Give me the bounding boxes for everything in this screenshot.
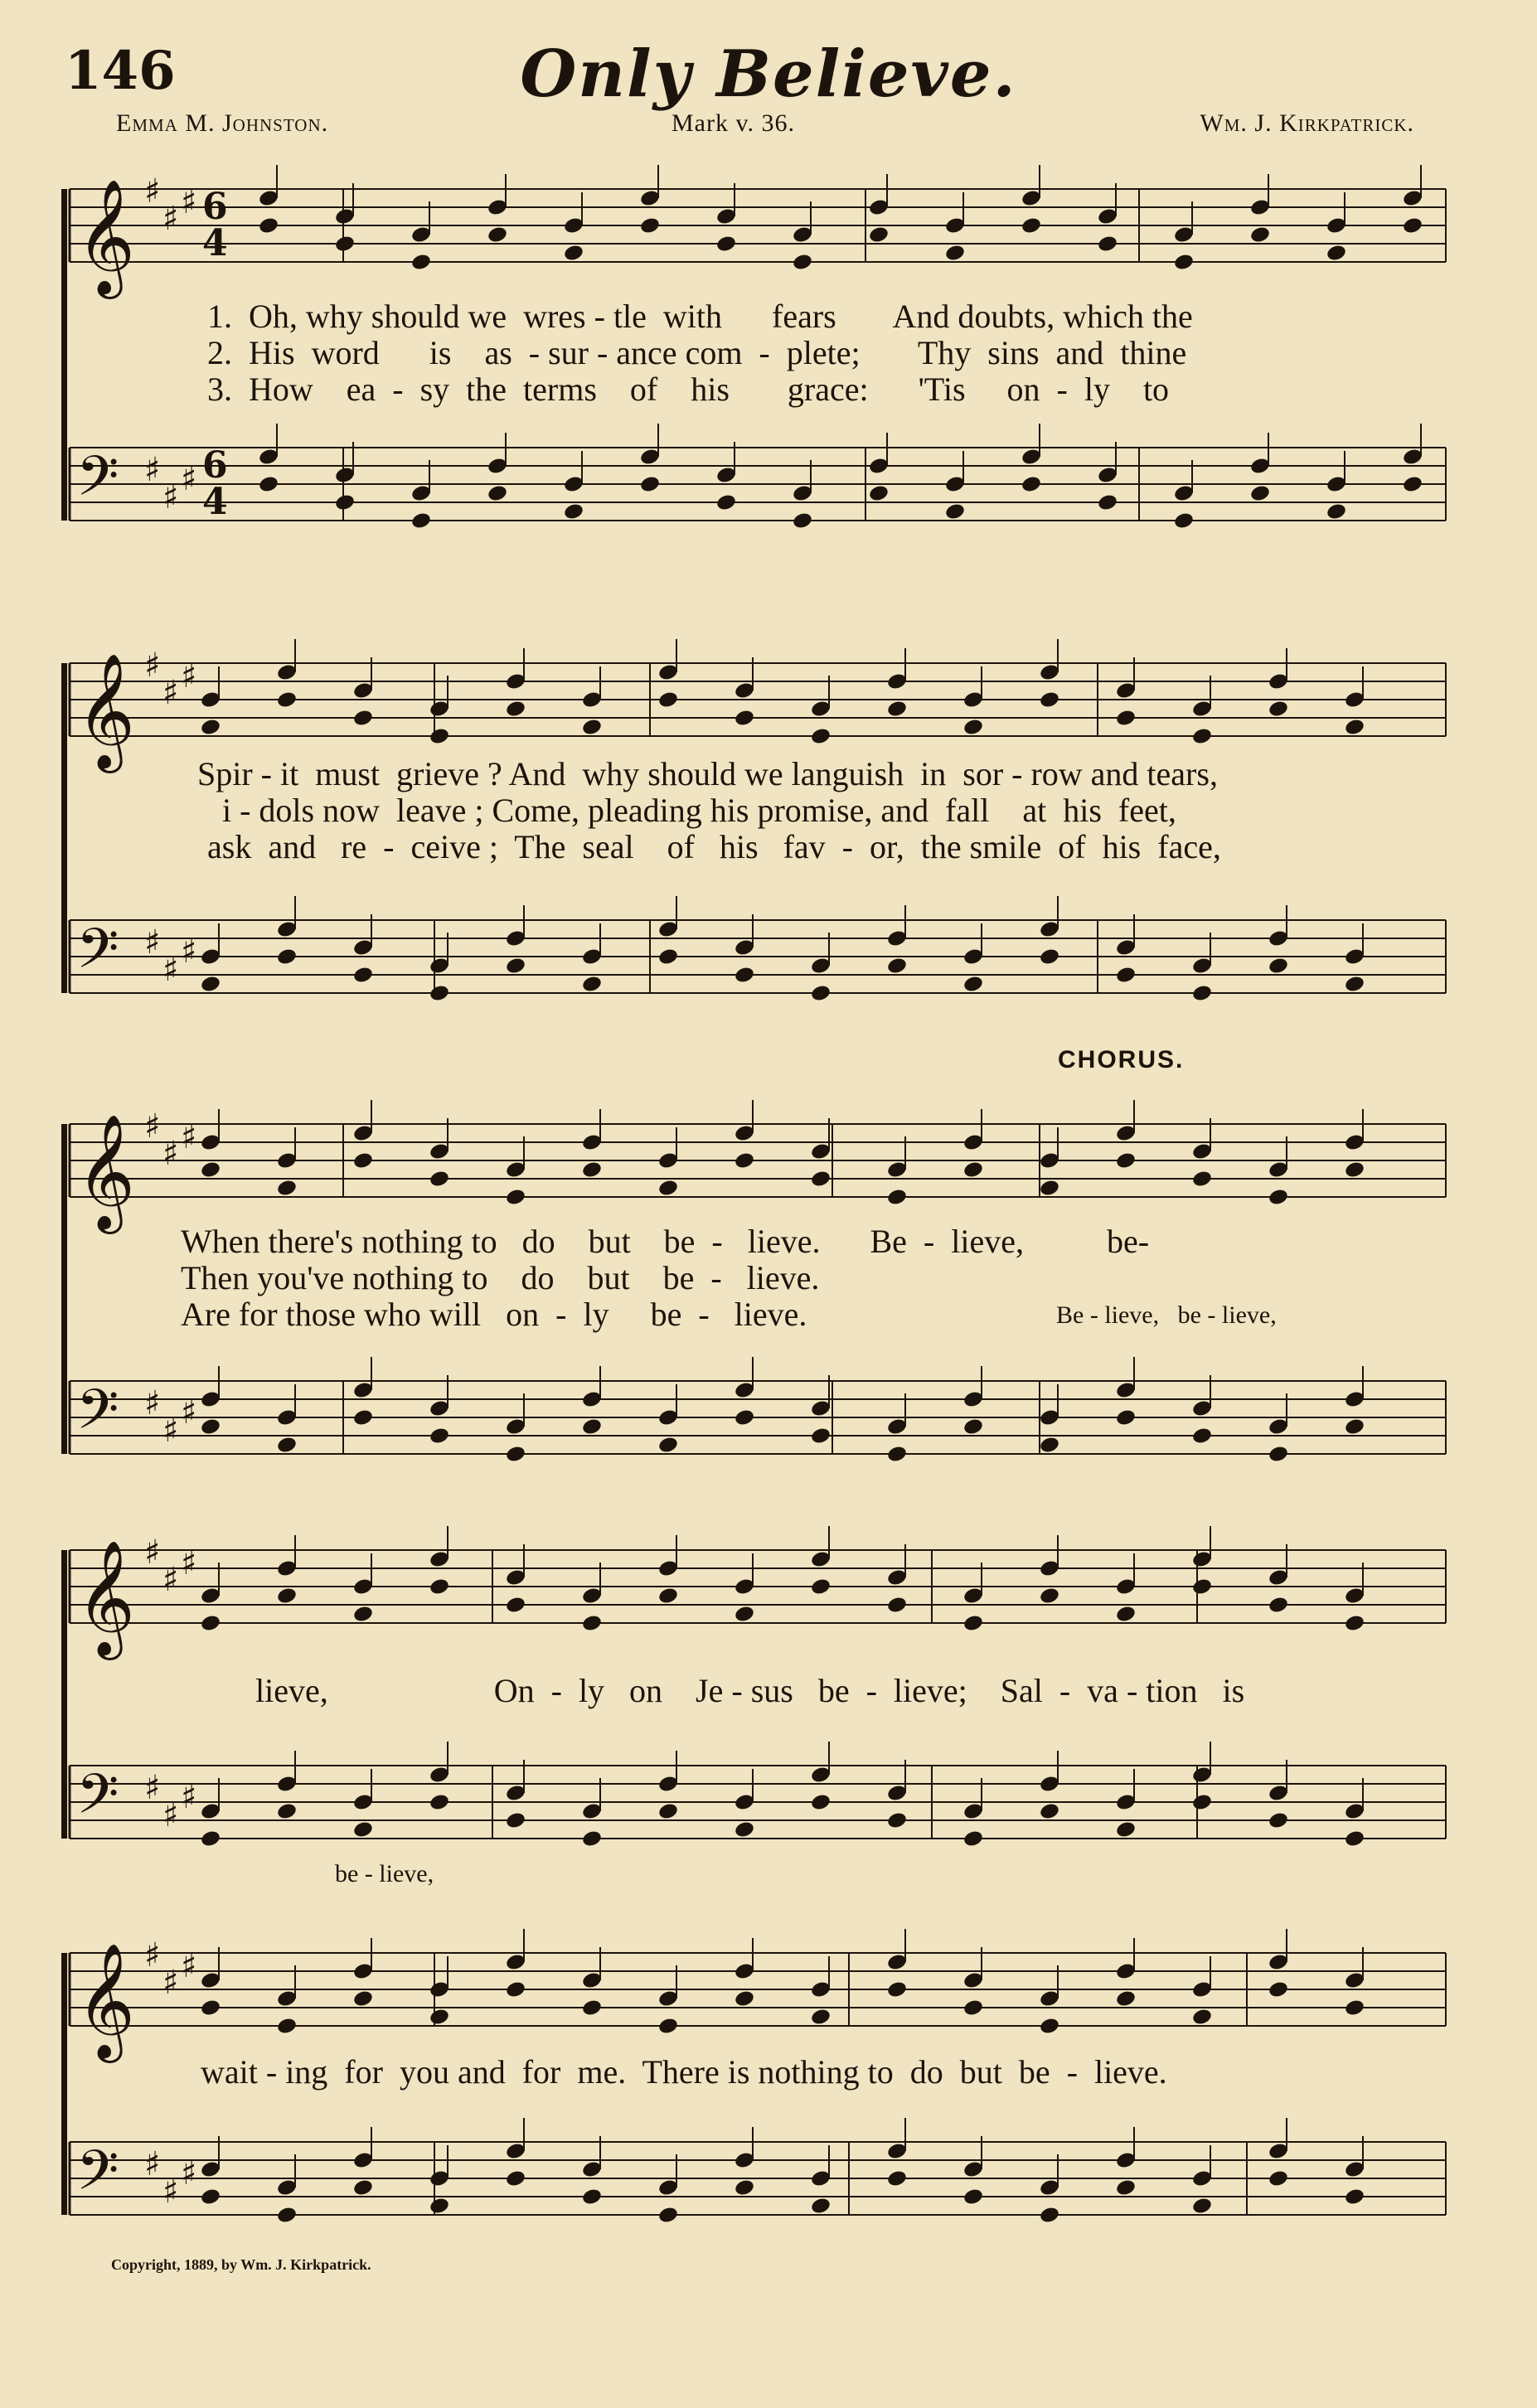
note-head (962, 1417, 984, 1437)
chorus-echo-lyric: Be - lieve, be - lieve, (1056, 1301, 1277, 1329)
note-head (657, 1179, 679, 1198)
note-head (734, 709, 755, 728)
note-head (962, 718, 984, 737)
note-head (1344, 1829, 1365, 1848)
note-head (792, 511, 813, 531)
note-head (886, 1811, 908, 1830)
note-head (352, 966, 374, 985)
note-head (734, 966, 755, 985)
note-head (1268, 700, 1289, 719)
note-head (200, 2188, 221, 2207)
lyric-line-verse-1: Spir - it must grieve ? And why should we languish in sor - row and tears, (197, 755, 1218, 792)
sharp-icon: ♯ (144, 1936, 161, 1974)
bass-echo-lyric: be - lieve, (335, 1860, 434, 1887)
note-head (429, 727, 450, 746)
note-head (1344, 2188, 1365, 2207)
composer-credit: Wm. J. Kirkpatrick. (1200, 109, 1414, 137)
note-head (581, 975, 603, 994)
note-head (1115, 1605, 1137, 1624)
sharp-icon: ♯ (162, 1412, 179, 1450)
sharp-icon: ♯ (181, 1778, 197, 1816)
note-head (276, 1436, 298, 1455)
note-head (334, 235, 356, 254)
note-head (810, 984, 832, 1003)
note-head (276, 690, 298, 710)
bass-staff (70, 431, 1446, 597)
note-head (944, 244, 966, 263)
note-head (1039, 1179, 1060, 1198)
note-head (1115, 1151, 1137, 1170)
note-head (1115, 709, 1137, 728)
note-head (734, 1408, 755, 1427)
treble-clef-icon: 𝄞 (76, 653, 135, 768)
sharp-icon: ♯ (162, 1135, 179, 1173)
note-head (886, 1188, 908, 1207)
note-head (1191, 727, 1213, 746)
sharp-icon: ♯ (144, 172, 161, 211)
sharp-icon: ♯ (181, 460, 197, 498)
note-head (505, 957, 526, 976)
note-head (1191, 1577, 1213, 1596)
note-head (792, 253, 813, 272)
system-bracket (61, 1124, 67, 1454)
note-head (1021, 475, 1042, 494)
sharp-icon: ♯ (181, 1947, 197, 1985)
note-head (258, 475, 279, 494)
bass-staff (70, 904, 1446, 1069)
note-head (1097, 493, 1118, 512)
note-head (429, 2008, 450, 2027)
note-head (200, 1417, 221, 1437)
lyric-line-verse-3: Are for those who will on - ly be - lieve. (181, 1296, 807, 1333)
bass-clef-icon: 𝄢 (76, 917, 119, 994)
note-head (810, 2008, 832, 2027)
sharp-icon: ♯ (144, 451, 161, 489)
note-head (581, 1614, 603, 1633)
note-head (868, 225, 890, 245)
note-head (1191, 984, 1213, 1003)
note-head (1191, 2197, 1213, 2216)
note-head (200, 718, 221, 737)
sharp-icon: ♯ (144, 1384, 161, 1422)
note-head (1326, 502, 1347, 521)
note-head (429, 1793, 450, 1812)
note-head (1039, 2206, 1060, 2225)
note-head (962, 1160, 984, 1180)
sharp-icon: ♯ (162, 1561, 179, 1599)
note-head (487, 484, 508, 503)
note-head (1039, 1802, 1060, 1821)
note-head (1115, 1989, 1137, 2008)
note-head (1115, 2178, 1137, 2197)
music-system-5 (70, 1911, 1446, 2243)
note-head (1249, 484, 1271, 503)
note-head (410, 253, 432, 272)
note-head (1021, 216, 1042, 235)
bass-clef-icon: 𝄢 (76, 1378, 119, 1455)
note-head (429, 2197, 450, 2216)
lyric-line-verse-3: ask and re - ceive ; The seal of his fav - or, the smile of his face, (207, 828, 1221, 865)
note-head (429, 1577, 450, 1596)
note-head (1115, 1408, 1137, 1427)
note-head (657, 947, 679, 967)
note-head (1039, 947, 1060, 967)
note-head (1344, 1417, 1365, 1437)
note-head (1268, 957, 1289, 976)
note-head (1115, 966, 1137, 985)
lyric-line-verse-2: i - dols now leave ; Come, pleading his promise, and fall at his feet, (222, 792, 1176, 829)
note-head (886, 1980, 908, 1999)
sharp-icon: ♯ (162, 674, 179, 712)
note-head (1402, 216, 1423, 235)
note-head (1268, 1445, 1289, 1464)
note-head (886, 1596, 908, 1615)
note-head (581, 1417, 603, 1437)
time-signature-top: 6 (202, 444, 228, 487)
treble-clef-icon: 𝄞 (76, 1540, 135, 1655)
note-head (487, 225, 508, 245)
note-head (1268, 2169, 1289, 2188)
note-head (1191, 1427, 1213, 1446)
note-head (505, 1980, 526, 1999)
note-head (886, 700, 908, 719)
note-head (810, 1577, 832, 1596)
note-head (352, 709, 374, 728)
bass-clef-icon: 𝄢 (76, 2139, 119, 2216)
music-system-4 (70, 1509, 1446, 1890)
treble-clef-icon: 𝄞 (76, 1943, 135, 2058)
note-head (276, 2206, 298, 2225)
note-head (1268, 1188, 1289, 1207)
note-head (868, 484, 890, 503)
sharp-icon: ♯ (181, 1544, 197, 1582)
time-signature-bottom: 4 (202, 222, 228, 264)
note-head (563, 502, 584, 521)
note-head (1268, 1811, 1289, 1830)
note-head (1097, 235, 1118, 254)
note-head (276, 1587, 298, 1606)
bass-staff (70, 1749, 1446, 1915)
note-head (334, 493, 356, 512)
note-head (657, 690, 679, 710)
note-head (1039, 2017, 1060, 2036)
note-head (657, 2206, 679, 2225)
sharp-icon: ♯ (181, 1393, 197, 1432)
scripture-reference: Mark v. 36. (672, 109, 796, 137)
note-head (1115, 1820, 1137, 1839)
sharp-icon: ♯ (181, 2154, 197, 2192)
lyric-line-verse-2: 2. His word is as - sur - ance com - plete; Thy sins and thine (207, 334, 1187, 371)
note-head (1249, 225, 1271, 245)
note-head (657, 1436, 679, 1455)
sharp-icon: ♯ (144, 2145, 161, 2183)
system-bracket (61, 1953, 67, 2215)
note-head (563, 244, 584, 263)
note-head (810, 727, 832, 746)
note-head (657, 2017, 679, 2036)
note-head (734, 1605, 755, 1624)
note-head (429, 1170, 450, 1189)
note-head (276, 1179, 298, 1198)
note-head (657, 1587, 679, 1606)
note-head (505, 1811, 526, 1830)
hymn-title: Only Believe. (520, 36, 1017, 112)
note-head (639, 216, 661, 235)
sharp-icon: ♯ (181, 1118, 197, 1156)
note-head (505, 2169, 526, 2188)
note-head (410, 511, 432, 531)
note-head (1268, 1980, 1289, 1999)
note-head (505, 1445, 526, 1464)
note-head (200, 1829, 221, 1848)
sharp-icon: ♯ (144, 647, 161, 685)
note-head (1191, 2008, 1213, 2027)
sharp-icon: ♯ (162, 478, 179, 516)
note-head (581, 1160, 603, 1180)
note-head (429, 984, 450, 1003)
sharp-icon: ♯ (162, 951, 179, 989)
note-head (581, 2188, 603, 2207)
time-signature-top: 6 (202, 186, 228, 228)
music-system-2 (70, 623, 1446, 1005)
note-head (962, 975, 984, 994)
note-head (581, 718, 603, 737)
note-head (810, 2197, 832, 2216)
lyric-line-verse-1: When there's nothing to do but be - lieve. Be - lieve, be- (181, 1223, 1150, 1260)
note-head (581, 1999, 603, 2018)
note-head (1344, 1614, 1365, 1633)
note-head (734, 1151, 755, 1170)
note-head (962, 1829, 984, 1848)
system-bracket (61, 189, 67, 521)
note-head (258, 216, 279, 235)
note-head (1173, 253, 1195, 272)
bass-staff (70, 1364, 1446, 1530)
treble-clef-icon: 𝄞 (76, 1114, 135, 1229)
sharp-icon: ♯ (144, 1769, 161, 1807)
lyric-line-verse-3: 3. How ea - sy the terms of his grace: 'Tis on - ly to (207, 371, 1170, 408)
lyricist-credit: Emma M. Johnston. (116, 109, 329, 137)
note-head (886, 957, 908, 976)
note-head (1039, 1587, 1060, 1606)
note-head (505, 700, 526, 719)
note-head (352, 1408, 374, 1427)
note-head (200, 975, 221, 994)
note-head (276, 947, 298, 967)
note-head (581, 1829, 603, 1848)
system-bracket (61, 663, 67, 993)
note-head (886, 1445, 908, 1464)
note-head (1402, 475, 1423, 494)
note-head (886, 2169, 908, 2188)
note-head (734, 2178, 755, 2197)
note-head (639, 475, 661, 494)
sharp-icon: ♯ (162, 1796, 179, 1834)
note-head (200, 1160, 221, 1180)
sharp-icon: ♯ (181, 933, 197, 971)
treble-clef-icon: 𝄞 (76, 179, 135, 294)
note-head (352, 1151, 374, 1170)
note-head (200, 1614, 221, 1633)
note-head (429, 1427, 450, 1446)
note-head (734, 1989, 755, 2008)
note-head (962, 1614, 984, 1633)
note-head (715, 493, 737, 512)
lyric-line-verse-1: 1. Oh, why should we wres - tle with fears And doubts, which the (207, 298, 1193, 335)
note-head (810, 1170, 832, 1189)
note-head (734, 1820, 755, 1839)
note-head (352, 1820, 374, 1839)
sharp-icon: ♯ (181, 183, 197, 221)
sharp-icon: ♯ (144, 1533, 161, 1572)
note-head (1344, 1999, 1365, 2018)
note-head (810, 1427, 832, 1446)
sharp-icon: ♯ (162, 200, 179, 238)
note-head (276, 1802, 298, 1821)
note-head (352, 2178, 374, 2197)
sharp-icon: ♯ (162, 1964, 179, 2002)
note-head (352, 1605, 374, 1624)
note-head (944, 502, 966, 521)
time-signature-bottom: 4 (202, 481, 228, 523)
bass-clef-icon: 𝄢 (76, 1762, 119, 1839)
note-head (505, 1188, 526, 1207)
note-head (1344, 1160, 1365, 1180)
note-head (505, 1596, 526, 1615)
copyright-notice: Copyright, 1889, by Wm. J. Kirkpatrick. (111, 2256, 371, 2273)
lyric-line-chorus: lieve, On - ly on Je - sus be - lieve; Sal - va - tion is (255, 1672, 1245, 1709)
music-system-3 (70, 1046, 1446, 1464)
note-head (810, 1793, 832, 1812)
note-head (352, 1989, 374, 2008)
note-head (1173, 511, 1195, 531)
note-head (1326, 244, 1347, 263)
note-head (1268, 1596, 1289, 1615)
note-head (962, 1999, 984, 2018)
note-head (715, 235, 737, 254)
sharp-icon: ♯ (144, 1107, 161, 1146)
chorus-label: CHORUS. (1058, 1046, 1185, 1073)
music-system-1 (70, 149, 1446, 531)
note-head (1344, 975, 1365, 994)
lyric-line-verse-2: Then you've nothing to do but be - lieve. (181, 1259, 820, 1296)
bass-clef-icon: 𝄢 (76, 444, 119, 521)
note-head (657, 1802, 679, 1821)
note-head (1344, 718, 1365, 737)
sharp-icon: ♯ (181, 657, 197, 695)
note-head (200, 1999, 221, 2018)
lyric-line-chorus: wait - ing for you and for me. There is nothing to do but be - lieve. (201, 2053, 1167, 2091)
note-head (1039, 690, 1060, 710)
sharp-icon: ♯ (144, 923, 161, 962)
page-number: 146 (65, 40, 176, 102)
note-head (1039, 1436, 1060, 1455)
note-head (276, 2017, 298, 2036)
system-bracket (61, 1550, 67, 1839)
note-head (1191, 1793, 1213, 1812)
note-head (1191, 1170, 1213, 1189)
sharp-icon: ♯ (162, 2173, 179, 2211)
note-head (962, 2188, 984, 2207)
